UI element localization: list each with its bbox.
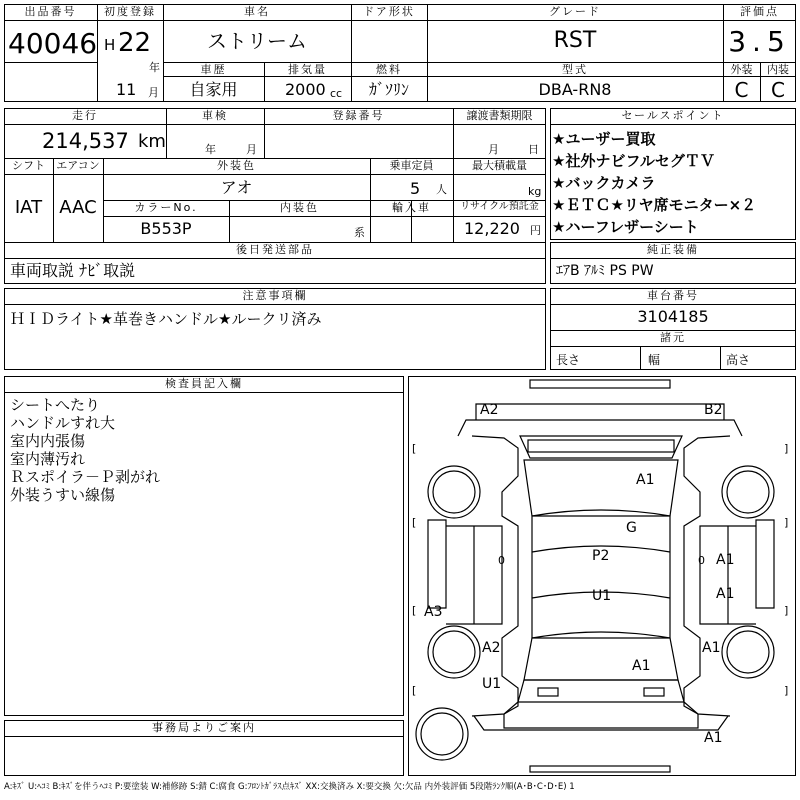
bracket-mark: [ [412, 516, 417, 529]
width-label: 幅 [648, 353, 661, 367]
displacement: 2000 [285, 80, 326, 99]
damage-mark: U1 [592, 588, 612, 604]
damage-mark: A1 [632, 658, 651, 674]
inspector-line: Ｒスポイラ－Ｐ剥がれ [10, 468, 161, 486]
damage-mark: A1 [716, 552, 735, 568]
chassis-label: 車台番号 [647, 289, 699, 302]
month-unit: 月 [148, 86, 159, 99]
legend: A:ｷｽﾞ U:ﾍｺﾐ B:ｷｽﾞを伴うﾍｺﾐ P:要塗装 W:補修跡 S:錆 C:腐食 G:ﾌﾛﾝﾄｶﾞﾗｽ点ｷｽﾞ XX:交換済み X:要交換 欠:欠品 内外装評価 5段階ﾗﾝｸ順(A･B･C･D･E) 1 [4, 782, 575, 792]
color: アオ [220, 178, 253, 197]
damage-mark: A1 [636, 472, 655, 488]
ext-grade: C [734, 78, 749, 102]
yen-unit: 円 [530, 224, 541, 237]
shift: IAT [14, 197, 43, 218]
damage-mark: A2 [482, 640, 501, 656]
reg-no-label: 登録番号 [332, 109, 385, 122]
damage-mark: A1 [702, 640, 721, 656]
ac-label: エアコン [56, 159, 100, 172]
inspector-line: ハンドルすれ大 [10, 414, 116, 432]
grade: RST [553, 28, 597, 53]
inspector-line: 外装うすい線傷 [10, 486, 116, 504]
displacement-label: 排気量 [288, 63, 327, 76]
bracket-mark: ] [784, 516, 789, 529]
ac: AAC [59, 197, 97, 218]
history-label: 車歴 [200, 63, 227, 76]
inspector-notes [10, 396, 160, 504]
reg-year: 22 [118, 28, 152, 58]
zero-mark: 0 [698, 554, 705, 567]
door-label: ドア形状 [363, 5, 415, 18]
bracket-mark: ] [784, 684, 789, 697]
notes-value: ＨＩＤライト★革巻きハンドル★ルークリ済み [10, 310, 322, 328]
inspection-label: 車検 [202, 109, 228, 122]
shift-label: シフト [12, 159, 45, 172]
reg-era: H [104, 36, 116, 54]
sales-label: セールスポイント [621, 109, 725, 122]
damage-mark: A1 [704, 730, 723, 746]
score: 3.5 [728, 25, 791, 58]
office-label: 事務局よりご案内 [152, 721, 256, 734]
damage-mark: U1 [482, 676, 502, 692]
bracket-mark: ] [784, 442, 789, 455]
bracket-mark: [ [412, 442, 417, 455]
sales-point: ★社外ナビフルセグＴＶ [552, 152, 715, 170]
damage-mark: A3 [424, 604, 443, 620]
import-label: 輸入車 [392, 201, 431, 214]
color-label: 外装色 [217, 159, 256, 172]
equipment-value: ｴｱB ｱﾙﾐ PS PW [556, 263, 654, 279]
load-label: 最大積載量 [472, 159, 527, 172]
year-unit: 年 [149, 61, 160, 74]
seats: 5 [410, 179, 421, 198]
damage-mark: A2 [480, 402, 499, 418]
inspector-line: 室内薄汚れ [10, 450, 86, 468]
trans-month-unit: 月 [488, 143, 499, 156]
mileage: 214,537 [42, 129, 129, 153]
chassis-no: 3104185 [637, 307, 709, 326]
reg-month: 11 [116, 80, 137, 99]
damage-mark: P2 [592, 548, 610, 564]
car-name: ストリーム [207, 29, 307, 53]
post-items: 車両取説 ﾅﾋﾞ取説 [10, 261, 136, 280]
ext-label: 外装 [730, 63, 753, 76]
seats-unit: 人 [436, 183, 447, 196]
sales-point: ★ＥＴＣ★リヤ席モニター×２ [552, 196, 757, 214]
int-grade: C [771, 78, 785, 102]
transfer-label: 譲渡書類期限 [466, 109, 533, 122]
inspector-line: シートへたり [10, 396, 101, 414]
post-label: 後日発送部品 [236, 243, 314, 256]
insp-year-unit: 年 [205, 143, 216, 156]
damage-mark: G [626, 520, 637, 536]
sales-point: ★バックカメラ [552, 174, 656, 192]
int-label: 内装 [767, 63, 789, 76]
grade-label: グレード [549, 5, 601, 18]
km-unit: km [138, 131, 166, 152]
inspector-line: 室内内張傷 [10, 432, 86, 450]
mileage-label: 走行 [72, 109, 98, 122]
sales-points [552, 128, 756, 238]
fuel: ｶﾞｿﾘﾝ [368, 80, 409, 99]
dims-label: 諸元 [660, 331, 686, 344]
bracket-mark: [ [412, 684, 417, 697]
lot-no: 40046 [8, 27, 98, 60]
color-no: B553P [140, 219, 192, 238]
score-label: 評価点 [740, 5, 779, 18]
inspector-label: 検査員記入欄 [165, 377, 243, 390]
sales-point: ★ユーザー買取 [552, 130, 656, 148]
bracket-mark: ] [784, 604, 789, 617]
int-color-unit: 系 [354, 226, 365, 239]
color-no-label: カラーNo. [134, 201, 198, 214]
cc-unit: cc [330, 87, 343, 100]
first-reg-label: 初度登録 [104, 5, 156, 18]
lot-no-label: 出品番号 [24, 5, 77, 18]
seats-label: 乗車定員 [389, 159, 434, 172]
trans-day-unit: 日 [528, 143, 539, 156]
sales-point: ★ハーフレザーシート [552, 218, 699, 236]
int-color-label: 内装色 [280, 201, 319, 214]
model: DBA-RN8 [538, 80, 612, 99]
car-diagram [408, 376, 796, 776]
length-label: 長さ [556, 353, 581, 367]
height-label: 高さ [726, 353, 751, 367]
recycle-label: リサイクル預託金 [460, 201, 539, 212]
car-name-label: 車名 [244, 5, 270, 18]
history: 自家用 [189, 80, 238, 99]
equipment-label: 純正装備 [647, 243, 699, 256]
notes-label: 注意事項欄 [242, 289, 308, 302]
insp-month-unit: 月 [246, 143, 257, 156]
model-label: 型式 [562, 63, 588, 76]
load-unit: kg [528, 185, 542, 198]
recycle: 12,220 [464, 219, 520, 238]
zero-mark: 0 [498, 554, 505, 567]
fuel-label: 燃料 [376, 63, 402, 76]
damage-mark: B2 [704, 402, 723, 418]
damage-mark: A1 [716, 586, 735, 602]
bracket-mark: [ [412, 604, 417, 617]
